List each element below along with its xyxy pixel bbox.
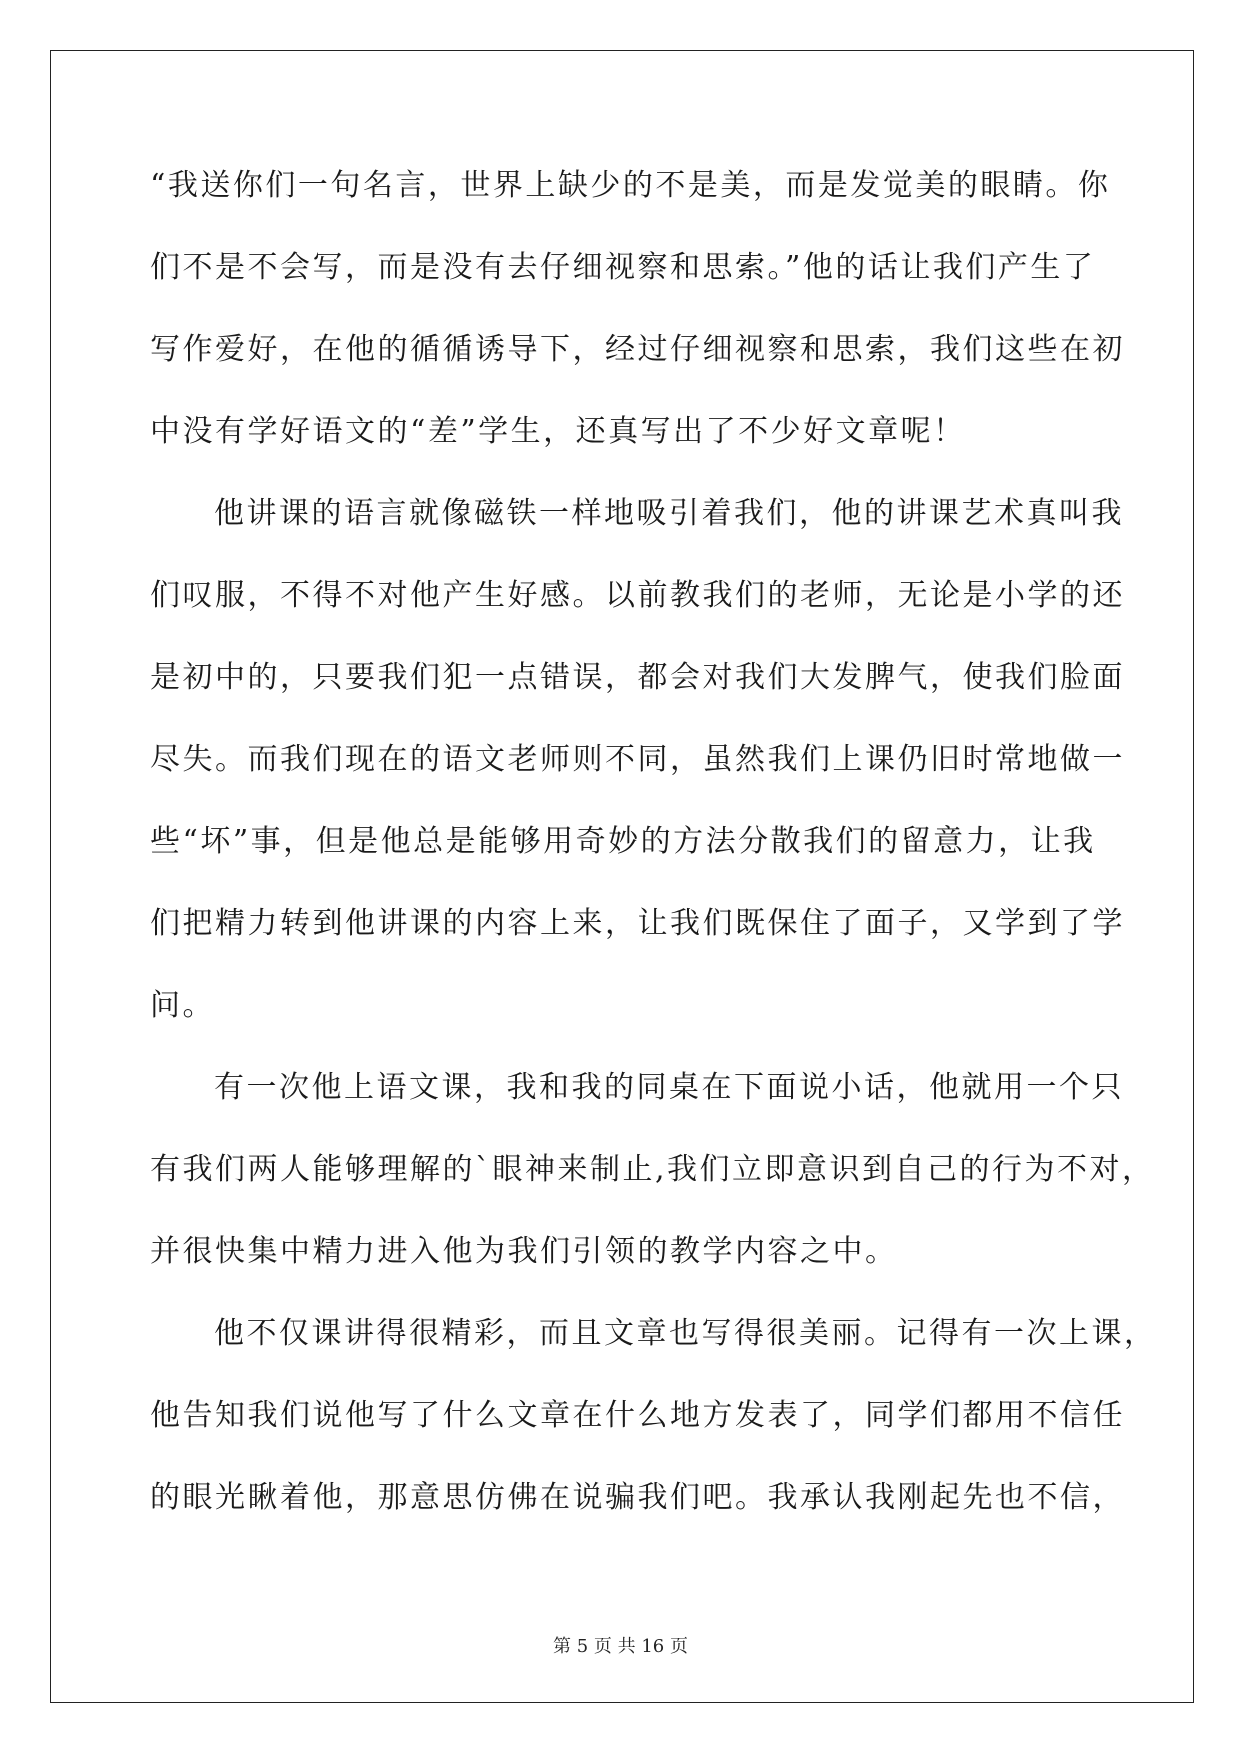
text-line: 写作爱好，在他的循循诱导下，经过仔细视察和思索，我们这些在初 [150, 332, 1125, 367]
text-line: 尽失。而我们现在的语文老师则不同，虽然我们上课仍旧时常地做一 [150, 742, 1125, 777]
page-number-footer: 第 5 页 共 16 页 [553, 1636, 688, 1657]
text-line: 他讲课的语言就像磁铁一样地吸引着我们，他的讲课艺术真叫我 [214, 496, 1124, 531]
text-line: 的眼光瞅着他，那意思仿佛在说骗我们吧。我承认我刚起先也不信， [150, 1480, 1125, 1515]
text-line: “我送你们一句名言，世界上缺少的不是美，而是发觉美的眼睛。你 [150, 168, 1111, 203]
text-line: 问。 [150, 988, 215, 1023]
text-line: 他不仅课讲得很精彩，而且文章也写得很美丽。记得有一次上课， [214, 1316, 1157, 1351]
text-line: 们叹服，不得不对他产生好感。以前教我们的老师，无论是小学的还 [150, 578, 1125, 613]
text-line: 并很快集中精力进入他为我们引领的教学内容之中。 [150, 1234, 898, 1269]
text-line: 们把精力转到他讲课的内容上来，让我们既保住了面子，又学到了学 [150, 906, 1125, 941]
text-line: 有我们两人能够理解的`眼神来制止,我们立即意识到自己的行为不对， [150, 1152, 1155, 1187]
text-line: 中没有学好语文的“差”学生，还真写出了不少好文章呢！ [150, 414, 966, 449]
text-line: 们不是不会写，而是没有去仔细视察和思索。”他的话让我们产生了 [150, 250, 1096, 285]
text-line: 有一次他上语文课，我和我的同桌在下面说小话，他就用一个只 [214, 1070, 1124, 1105]
text-line: 是初中的，只要我们犯一点错误，都会对我们大发脾气，使我们脸面 [150, 660, 1125, 695]
text-line: 他告知我们说他写了什么文章在什么地方发表了，同学们都用不信任 [150, 1398, 1125, 1433]
text-line: 些“坏”事，但是他总是能够用奇妙的方法分散我们的留意力，让我 [150, 824, 1096, 859]
document-body [150, 160, 1157, 1554]
